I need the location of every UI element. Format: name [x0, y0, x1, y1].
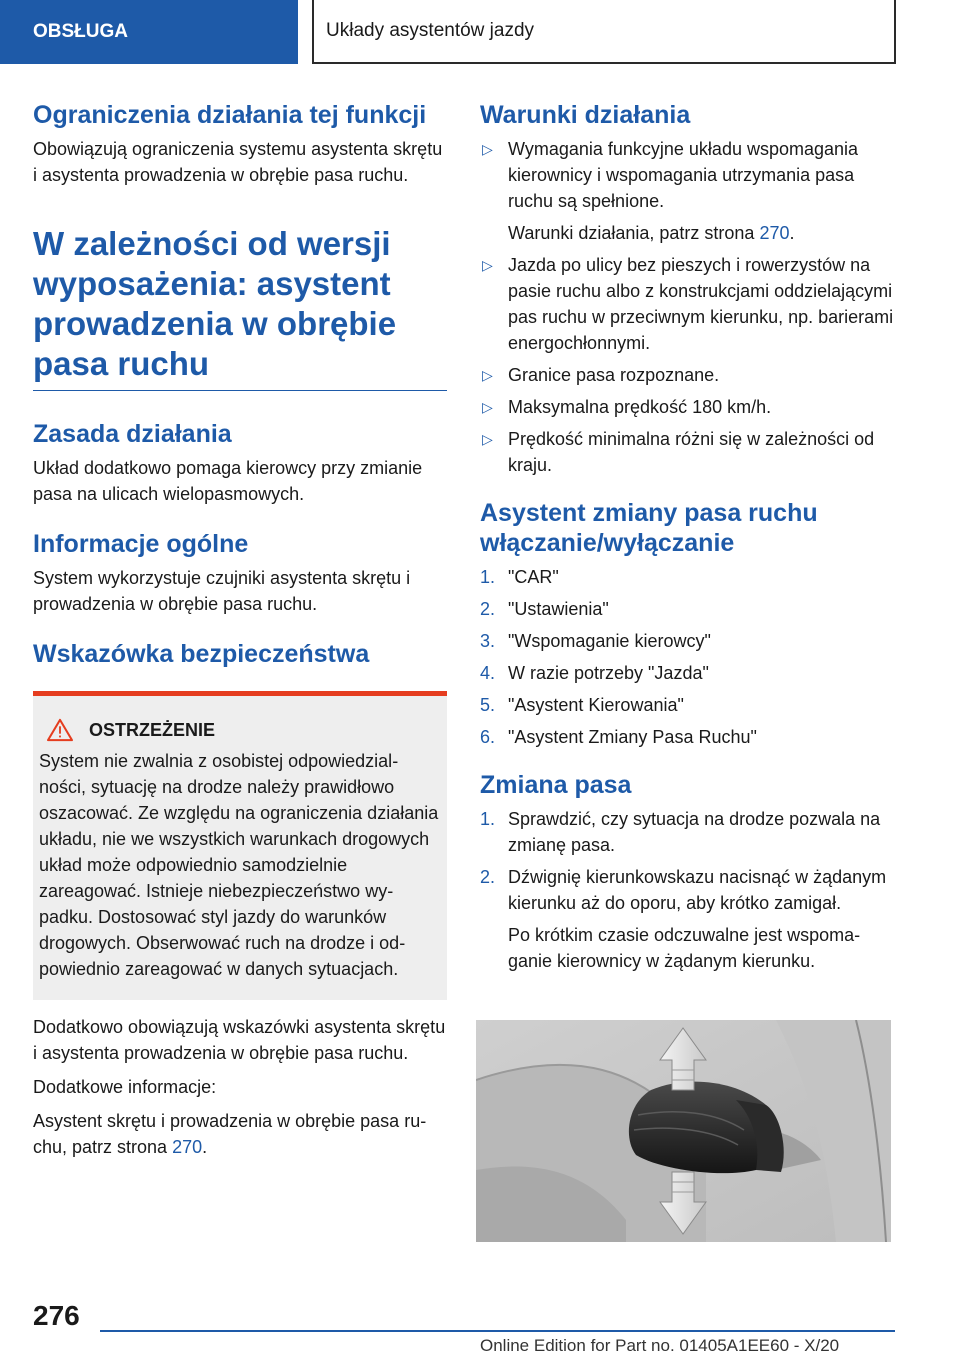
conditions-list: [480, 136, 898, 478]
heading-change: Zmiana pasa: [480, 771, 632, 799]
heading-conditions: Warunki działania: [480, 101, 691, 129]
paragraph-limits: Obowiązują ograniczenia systemu asystenta skrętu i asystenta prowadzenia w obrębie pasa ruchu.: [33, 139, 443, 185]
warning-box: [33, 691, 447, 1000]
list-item: 2. Dźwignię kierunkowskazu nacisnąć w żądanym kierunku aż do oporu, aby krótko zamigał. Po krótkim czasie odczuwalne jest wspomaganie kierownicy w żądanym kierunku.: [480, 867, 887, 971]
heading-general: Informacje ogólne: [33, 530, 249, 558]
paragraph-more-info: Dodatkowe informacje:: [33, 1077, 217, 1097]
bullet-icon: ▷: [482, 141, 493, 157]
page-link[interactable]: 270: [759, 223, 790, 243]
list-item: ▷ Maksymalna prędkość 180 km/h.: [480, 394, 898, 420]
list-item: ▷ Jazda po ulicy bez pieszych i rowerzystów na pasie ruchu albo z konstrukcjami oddzielającymi pas ruchu w przeciwnym kierunku, np. barierami energochłonnymi.: [480, 252, 898, 356]
bullet-icon: ▷: [482, 431, 493, 447]
paragraph-additional: Dodatkowo obowiązują wskazówki asystenta skrętu i asystenta prowadzenia w obrębie pasa ruchu.: [33, 1017, 446, 1063]
paragraph-reference: Asystent skrętu i prowadzenia w obrębie pasa ruchu, patrz strona 270.: [33, 1111, 427, 1157]
paragraph-principle: Układ dodatkowo pomaga kierowcy przy zmianie pasa na ulicach wielopasmowych.: [33, 458, 423, 504]
steps-list: [480, 564, 898, 750]
warning-triangle-icon: [45, 718, 75, 742]
page-link[interactable]: 270: [172, 1137, 203, 1157]
heading-safety: Wskazówka bezpieczeństwa: [33, 640, 370, 668]
warning-title: OSTRZEŻENIE: [89, 719, 216, 740]
list-item: 1. Sprawdzić, czy sytuacja na drodze pozwala na zmianę pasa.: [480, 809, 881, 855]
list-item: 4. W razie potrzeby "Jazda": [480, 663, 709, 683]
heading-toggle: Asystent zmiany pasa ruchu włączanie/wyłączanie: [480, 499, 818, 557]
list-item: ▷ Granice pasa rozpoznane.: [480, 362, 898, 388]
chapter-header: [312, 0, 896, 64]
heading-limits: Ograniczenia działania tej funkcji: [33, 101, 427, 129]
right-column: [480, 100, 898, 980]
footer-rule: [100, 1330, 895, 1332]
list-item: 5. "Asystent Kierowania": [480, 695, 684, 715]
left-column: [33, 100, 447, 1160]
section-title: OBSŁUGA: [33, 21, 128, 42]
heading-main: W zależności od wersji wyposażenia: asystent prowadzenia w obrębie pasa ruchu: [33, 224, 447, 391]
bullet-icon: ▷: [482, 257, 493, 273]
lever-drawing: [476, 1020, 891, 1242]
turn-signal-lever-illustration: [476, 1020, 891, 1242]
list-item: 1. "CAR": [480, 567, 559, 587]
footer-edition: Online Edition for Part no. 01405A1EE60 - X/20: [480, 1336, 840, 1355]
list-item: ▷ Wymagania funkcyjne układu wspomagania kierownicy i wspomagania utrzymania pasa ruchu są spełnione. Warunki działania, patrz strona 270.: [480, 136, 898, 246]
list-item: 2. "Ustawienia": [480, 599, 609, 619]
list-item: 3. "Wspomaganie kierowcy": [480, 631, 711, 651]
warning-header: [39, 718, 439, 742]
bullet-icon: ▷: [482, 399, 493, 415]
page-number: 276: [33, 1300, 80, 1331]
warning-text: System nie zwalnia z osobistej odpowiedzialności, sytuację na drodze należy prawidłowo oszacować. Ze względu na ograniczenia działania układu, nie we wszystkich warunkach drogowych układ może odpowiednio samodzielnie zareagować. Istnieje niebezpieczeństwo wypadku. Dostosować styl jazdy do warunków drogowych. Obserwować ruch na drodze i odpowiednio zareagować w danych sytuacjach.: [39, 751, 439, 979]
list-item: ▷ Prędkość minimalna różni się w zależności od kraju.: [480, 426, 898, 478]
chapter-title: Układy asystentów jazdy: [326, 20, 535, 41]
list-item: 6. "Asystent Zmiany Pasa Ruchu": [480, 727, 757, 747]
bullet-icon: ▷: [482, 367, 493, 383]
paragraph-general: System wykorzystuje czujniki asystenta skrętu i prowadzenia w obrębie pasa ruchu.: [33, 568, 411, 614]
section-tab: [0, 0, 298, 64]
heading-principle: Zasada działania: [33, 420, 232, 448]
change-steps-list: [480, 806, 898, 974]
